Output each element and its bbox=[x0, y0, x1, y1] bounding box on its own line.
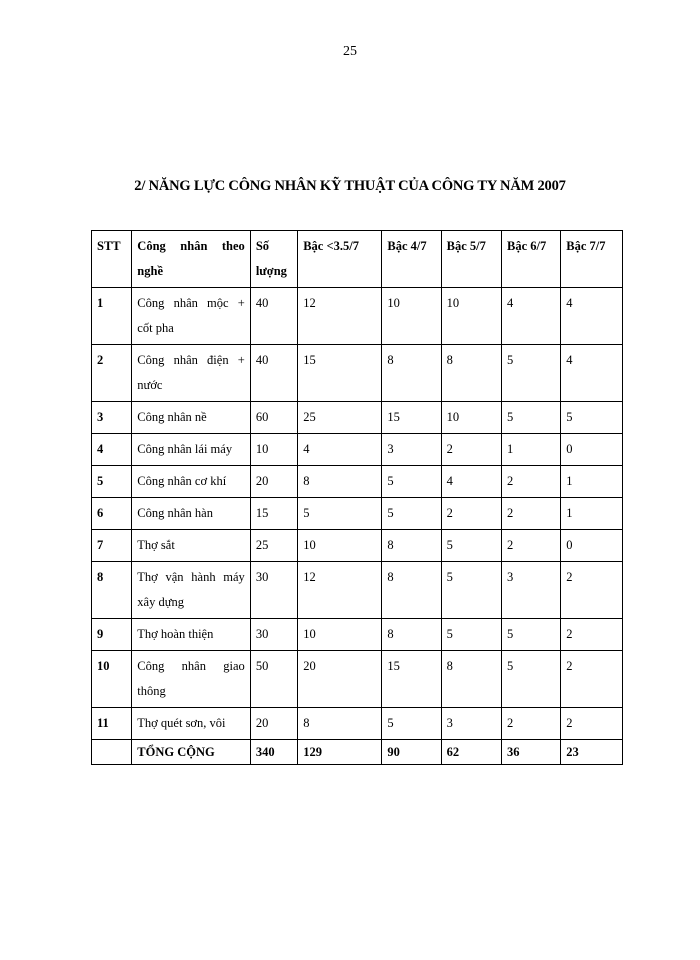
grade-6-cell: 2 bbox=[502, 708, 561, 740]
grade-6-cell: 1 bbox=[502, 434, 561, 466]
profession-cell: Thợ sắt bbox=[132, 530, 251, 562]
quantity-cell: 60 bbox=[250, 402, 297, 434]
profession-cell: Công nhân cơ khí bbox=[132, 466, 251, 498]
grade-below-3-5-cell: 10 bbox=[298, 530, 382, 562]
quantity-cell: 340 bbox=[250, 740, 297, 765]
table-row bbox=[92, 498, 623, 530]
grade-4-cell: 5 bbox=[382, 466, 441, 498]
grade-7-cell: 2 bbox=[561, 651, 623, 708]
workforce-table bbox=[91, 230, 623, 765]
grade-4-cell: 8 bbox=[382, 530, 441, 562]
grade-5-cell: 2 bbox=[441, 498, 501, 530]
table-row bbox=[92, 466, 623, 498]
header-cell-profession: Công nhân theo nghề bbox=[132, 231, 251, 288]
stt-cell: 5 bbox=[92, 466, 132, 498]
grade-below-3-5-cell: 12 bbox=[298, 562, 382, 619]
grade-6-cell: 2 bbox=[502, 530, 561, 562]
grade-4-cell: 15 bbox=[382, 402, 441, 434]
grade-below-3-5-cell: 12 bbox=[298, 288, 382, 345]
grade-7-cell: 2 bbox=[561, 708, 623, 740]
grade-4-cell: 10 bbox=[382, 288, 441, 345]
grade-6-cell: 5 bbox=[502, 345, 561, 402]
table-row bbox=[92, 530, 623, 562]
profession-cell: Công nhân giao thông bbox=[132, 651, 251, 708]
header-cell-grade-4: Bậc 4/7 bbox=[382, 231, 441, 288]
stt-cell: 7 bbox=[92, 530, 132, 562]
stt-cell: 9 bbox=[92, 619, 132, 651]
grade-7-cell: 0 bbox=[561, 434, 623, 466]
grade-below-3-5-cell: 129 bbox=[298, 740, 382, 765]
table-body bbox=[92, 231, 623, 765]
profession-cell: Công nhân lái máy bbox=[132, 434, 251, 466]
grade-7-cell: 4 bbox=[561, 288, 623, 345]
header-cell-grade-below-3-5: Bậc <3.5/7 bbox=[298, 231, 382, 288]
grade-6-cell: 2 bbox=[502, 466, 561, 498]
profession-cell: Công nhân điện + nước bbox=[132, 345, 251, 402]
page-number: 25 bbox=[343, 44, 357, 59]
quantity-cell: 30 bbox=[250, 619, 297, 651]
grade-5-cell: 5 bbox=[441, 619, 501, 651]
table-row bbox=[92, 402, 623, 434]
quantity-cell: 40 bbox=[250, 345, 297, 402]
quantity-cell: 15 bbox=[250, 498, 297, 530]
grade-7-cell: 5 bbox=[561, 402, 623, 434]
table-row bbox=[92, 288, 623, 345]
header-cell-quantity: Số lượng bbox=[250, 231, 297, 288]
profession-cell: Thợ quét sơn, vôi bbox=[132, 708, 251, 740]
quantity-cell: 30 bbox=[250, 562, 297, 619]
header-cell-stt: STT bbox=[92, 231, 132, 288]
grade-below-3-5-cell: 4 bbox=[298, 434, 382, 466]
quantity-cell: 20 bbox=[250, 466, 297, 498]
grade-4-cell: 5 bbox=[382, 708, 441, 740]
stt-cell: 10 bbox=[92, 651, 132, 708]
table-row bbox=[92, 345, 623, 402]
quantity-cell: 50 bbox=[250, 651, 297, 708]
profession-cell: Công nhân nề bbox=[132, 402, 251, 434]
header-cell-grade-5: Bậc 5/7 bbox=[441, 231, 501, 288]
table-row bbox=[92, 619, 623, 651]
grade-6-cell: 5 bbox=[502, 402, 561, 434]
grade-6-cell: 4 bbox=[502, 288, 561, 345]
grade-7-cell: 23 bbox=[561, 740, 623, 765]
header-cell-grade-7: Bậc 7/7 bbox=[561, 231, 623, 288]
stt-cell: 2 bbox=[92, 345, 132, 402]
section-title: 2/ NĂNG LỰC CÔNG NHÂN KỸ THUẬT CỦA CÔNG TY NĂM 2007 bbox=[134, 178, 566, 194]
stt-cell bbox=[92, 740, 132, 765]
profession-cell: Thợ hoàn thiện bbox=[132, 619, 251, 651]
grade-5-cell: 10 bbox=[441, 288, 501, 345]
grade-5-cell: 10 bbox=[441, 402, 501, 434]
header-cell-grade-6: Bậc 6/7 bbox=[502, 231, 561, 288]
stt-cell: 3 bbox=[92, 402, 132, 434]
grade-5-cell: 5 bbox=[441, 562, 501, 619]
quantity-cell: 20 bbox=[250, 708, 297, 740]
grade-below-3-5-cell: 8 bbox=[298, 708, 382, 740]
grade-5-cell: 8 bbox=[441, 345, 501, 402]
quantity-cell: 25 bbox=[250, 530, 297, 562]
grade-5-cell: 4 bbox=[441, 466, 501, 498]
grade-4-cell: 15 bbox=[382, 651, 441, 708]
profession-cell: Công nhân mộc + cốt pha bbox=[132, 288, 251, 345]
grade-7-cell: 1 bbox=[561, 498, 623, 530]
table-row bbox=[92, 434, 623, 466]
grade-below-3-5-cell: 10 bbox=[298, 619, 382, 651]
profession-cell: TỔNG CỘNG bbox=[132, 740, 251, 765]
stt-cell: 8 bbox=[92, 562, 132, 619]
grade-7-cell: 2 bbox=[561, 619, 623, 651]
quantity-cell: 40 bbox=[250, 288, 297, 345]
grade-5-cell: 62 bbox=[441, 740, 501, 765]
table-row bbox=[92, 562, 623, 619]
grade-below-3-5-cell: 20 bbox=[298, 651, 382, 708]
stt-cell: 11 bbox=[92, 708, 132, 740]
table-row bbox=[92, 708, 623, 740]
grade-5-cell: 3 bbox=[441, 708, 501, 740]
table-header-row bbox=[92, 231, 623, 288]
grade-6-cell: 36 bbox=[502, 740, 561, 765]
grade-6-cell: 3 bbox=[502, 562, 561, 619]
grade-4-cell: 8 bbox=[382, 345, 441, 402]
grade-6-cell: 5 bbox=[502, 651, 561, 708]
grade-5-cell: 8 bbox=[441, 651, 501, 708]
grade-below-3-5-cell: 5 bbox=[298, 498, 382, 530]
grade-6-cell: 5 bbox=[502, 619, 561, 651]
grade-below-3-5-cell: 8 bbox=[298, 466, 382, 498]
grade-7-cell: 0 bbox=[561, 530, 623, 562]
grade-4-cell: 8 bbox=[382, 619, 441, 651]
table-row bbox=[92, 651, 623, 708]
total-row bbox=[92, 740, 623, 765]
grade-5-cell: 5 bbox=[441, 530, 501, 562]
grade-5-cell: 2 bbox=[441, 434, 501, 466]
stt-cell: 1 bbox=[92, 288, 132, 345]
grade-7-cell: 2 bbox=[561, 562, 623, 619]
grade-7-cell: 4 bbox=[561, 345, 623, 402]
grade-below-3-5-cell: 15 bbox=[298, 345, 382, 402]
stt-cell: 6 bbox=[92, 498, 132, 530]
quantity-cell: 10 bbox=[250, 434, 297, 466]
profession-cell: Công nhân hàn bbox=[132, 498, 251, 530]
grade-4-cell: 8 bbox=[382, 562, 441, 619]
profession-cell: Thợ vận hành máy xây dựng bbox=[132, 562, 251, 619]
grade-6-cell: 2 bbox=[502, 498, 561, 530]
grade-below-3-5-cell: 25 bbox=[298, 402, 382, 434]
grade-7-cell: 1 bbox=[561, 466, 623, 498]
grade-4-cell: 3 bbox=[382, 434, 441, 466]
grade-4-cell: 90 bbox=[382, 740, 441, 765]
grade-4-cell: 5 bbox=[382, 498, 441, 530]
stt-cell: 4 bbox=[92, 434, 132, 466]
